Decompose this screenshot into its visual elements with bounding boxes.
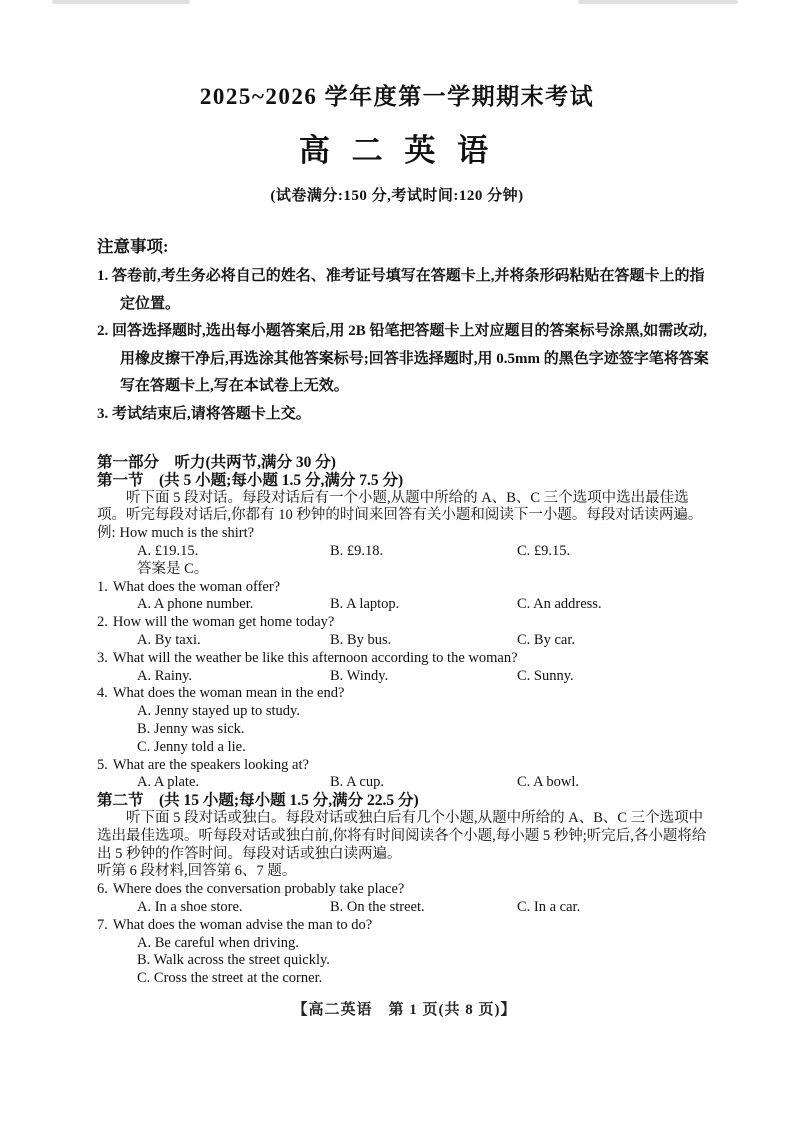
option: B. Walk across the street quickly.	[137, 952, 330, 969]
subject-title: 高 二 英 语	[298, 133, 496, 168]
question-prompt: What does the woman mean in the end?	[112, 685, 345, 702]
question-number: 1.	[97, 578, 108, 595]
section2	[97, 792, 712, 988]
option: A. Be careful when driving.	[137, 934, 299, 951]
option: A. A plate.	[137, 774, 200, 791]
question-text-line	[97, 650, 712, 668]
example-answer-note: 答案是 C。	[137, 560, 209, 577]
section2-heading: 第二节 (共 15 小题;每小题 1.5 分,满分 22.5 分)	[97, 792, 419, 810]
option: B. Jenny was sick.	[137, 720, 245, 737]
question-prompt: How will the woman get home today?	[112, 614, 335, 631]
option: C. An address.	[517, 596, 602, 613]
notice-item: 2. 回答选择题时,选出每小题答案后,用 2B 铅笔把答题卡上对应题目的答案标号涂黑,如需改动,用橡皮擦干净后,再选涂其他答案标号;回答非选择题时,用 0.5mm 的黑色字迹签字笔将答案写在答题卡上,写在本试卷上无效。	[97, 323, 709, 394]
question-options	[97, 596, 712, 614]
option: A. In a shoe store.	[137, 898, 243, 915]
example-question	[97, 525, 712, 578]
listening-part	[97, 454, 712, 988]
question-options	[97, 774, 712, 792]
notice-section	[97, 233, 712, 428]
option: A. Rainy.	[137, 667, 193, 684]
question-options	[97, 668, 712, 686]
notice-item: 3. 考试结束后,请将答题卡上交。	[97, 405, 311, 422]
option: A. £19.15.	[137, 542, 199, 559]
question-prompt: What does the woman advise the man to do?	[112, 916, 373, 933]
question-options	[97, 703, 712, 756]
question-text-line	[97, 685, 712, 703]
option: C. A bowl.	[517, 774, 580, 791]
question-block	[97, 881, 712, 917]
option: B. A laptop.	[330, 596, 400, 613]
question-block	[97, 614, 712, 650]
question-block	[97, 757, 712, 793]
option: B. £9.18.	[330, 542, 384, 559]
question-number: 6.	[97, 881, 108, 898]
question-text-line	[97, 579, 712, 597]
notice-list	[97, 263, 712, 428]
section1-heading: 第一节 (共 5 小题;每小题 1.5 分,满分 7.5 分)	[97, 471, 404, 489]
notice-heading: 注意事项:	[97, 237, 169, 256]
question-number: 5.	[97, 756, 108, 773]
option: B. On the street.	[330, 898, 425, 915]
question-prompt: What will the weather be like this afternoon according to the woman?	[112, 649, 518, 666]
question-block	[97, 685, 712, 756]
page-footer: 【高二英语 第 1 页(共 8 页)】	[292, 1001, 517, 1018]
option: C. In a car.	[517, 898, 581, 915]
option: A. Jenny stayed up to study.	[137, 703, 300, 720]
example-prompt: How much is the shirt?	[119, 525, 255, 542]
question-number: 3.	[97, 649, 108, 666]
question-block	[97, 579, 712, 615]
section1	[97, 472, 712, 792]
question-text-line	[97, 881, 712, 899]
part1-heading: 第一部分 听力(共两节,满分 30 分)	[97, 454, 336, 471]
question-text-line	[97, 917, 712, 935]
example-options	[97, 543, 712, 561]
question-prompt: What are the speakers looking at?	[112, 756, 309, 773]
question-number: 4.	[97, 685, 108, 702]
question-options	[97, 935, 712, 988]
question-block	[97, 650, 712, 686]
option: B. By bus.	[330, 631, 392, 648]
option: C. £9.15.	[517, 542, 571, 559]
question-number: 2.	[97, 614, 108, 631]
question-text-line	[97, 614, 712, 632]
page-content	[97, 233, 712, 1019]
option: C. Cross the street at the corner.	[137, 970, 323, 987]
option: B. A cup.	[330, 774, 384, 791]
question-block	[97, 917, 712, 988]
section1-questions	[97, 579, 712, 793]
example-prompt-line	[97, 525, 712, 543]
example-label: 例:	[97, 525, 116, 542]
scan-artifact	[578, 0, 738, 4]
question-options	[97, 632, 712, 650]
option: B. Windy.	[330, 667, 389, 684]
scan-artifact	[52, 0, 190, 4]
notice-item: 1. 答卷前,考生务必将自己的姓名、准考证号填写在答题卡上,并将条形码粘贴在答题卡上的指定位置。	[97, 268, 705, 312]
option: A. A phone number.	[137, 596, 254, 613]
exam-meta: (试卷满分:150 分,考试时间:120 分钟)	[270, 188, 524, 204]
exam-session-title: 2025~2026 学年度第一学期期末考试	[199, 84, 595, 109]
question-options	[97, 899, 712, 917]
section1-instructions: 听下面 5 段对话。每段对话后有一个小题,从题中所给的 A、B、C 三个选项中选出最佳选项。听完每段对话后,你都有 10 秒钟的时间来回答有关小题和阅读下一小题。每段对话读两遍。	[97, 489, 703, 524]
option: C. Sunny.	[517, 667, 574, 684]
question-prompt: Where does the conversation probably take place?	[112, 881, 405, 898]
material-note: 听第 6 段材料,回答第 6、7 题。	[97, 863, 297, 880]
section2-instructions: 听下面 5 段对话或独白。每段对话或独白后有几个小题,从题中所给的 A、B、C 三个选项中选出最佳选项。听每段对话或独白前,你将有时间阅读各个小题,每小题 5 秒钟;听完后,各小题将给出 5 秒钟的作答时间。每段对话或独白读两遍。	[97, 809, 707, 862]
option: A. By taxi.	[137, 631, 201, 648]
question-number: 7.	[97, 916, 108, 933]
option: C. By car.	[517, 631, 575, 648]
question-text-line	[97, 757, 712, 775]
question-prompt: What does the woman offer?	[112, 578, 281, 595]
section2-questions	[97, 881, 712, 988]
option: C. Jenny told a lie.	[137, 738, 246, 755]
